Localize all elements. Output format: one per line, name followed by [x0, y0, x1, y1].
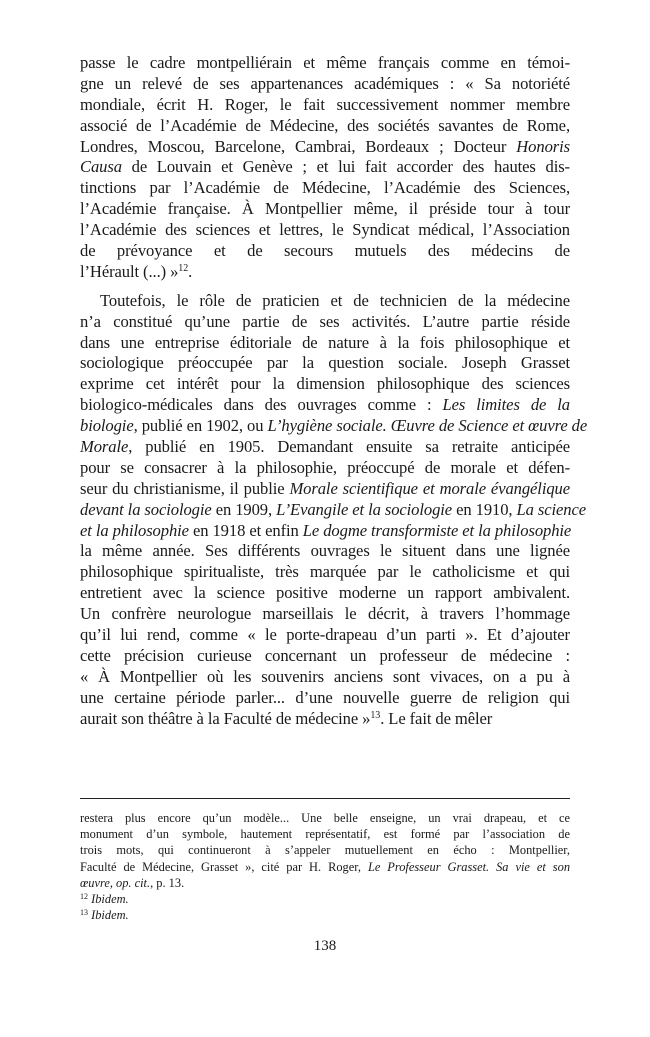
- text-run: la même année. Ses différents ouvrages le situent dans une lignée: [80, 541, 570, 561]
- text-run: monument d’un symbole, hautement représentatif, est formé par l’association de: [80, 827, 570, 842]
- text-run: biologico-médicales dans des ouvrages comme :: [80, 395, 443, 415]
- text-run: mondiale, écrit H. Roger, le fait successivement nommer membre: [80, 94, 570, 114]
- italic-title: Le Professeur Grasset. Sa vie et son: [367, 859, 571, 874]
- text-line: [80, 353, 570, 374]
- italic-title: Le dogme transformiste et la philosophie: [302, 520, 572, 540]
- text-line: [80, 53, 570, 74]
- text-line: [80, 562, 570, 583]
- text-run: dans une entreprise éditoriale de nature à la fois philosophique et: [80, 332, 570, 352]
- text-run: pour se consacrer à la philosophie, préoccupé de morale et défen-: [80, 457, 570, 477]
- text-run: philosophique spiritualiste, très marquée par le catholicisme et qui: [80, 562, 570, 582]
- text-run: associé de l’Académie de Médecine, des sociétés savantes de Rome,: [80, 115, 570, 135]
- italic-title: L’hygiène sociale. Œuvre de Science et œuvre de: [267, 416, 588, 436]
- text-run: tinctions par l’Académie de Médecine, l’Académie des Sciences,: [80, 178, 570, 198]
- text-run: en 1918 et enfin: [188, 520, 303, 540]
- text-run: .: [188, 261, 193, 281]
- text-run: de Louvain et Genève ; et lui fait accorder des hautes dis-: [121, 157, 570, 177]
- text-run: qu’il lui rend, comme « le porte-drapeau d’un parti ». Et d’ajouter: [80, 625, 570, 645]
- text-line: [80, 416, 588, 437]
- text-run: aurait son théâtre à la Faculté de médecine »: [80, 708, 371, 728]
- text-run: n’a constitué qu’une partie de ses activités. L’autre partie réside: [80, 311, 570, 331]
- italic-title: Causa: [80, 157, 122, 177]
- footnotes: [80, 810, 570, 923]
- text-run: en 1909,: [211, 499, 277, 519]
- text-line: [80, 499, 587, 521]
- paragraph: [80, 53, 570, 283]
- footnote-reference: 12: [178, 262, 189, 274]
- footnote-reference: 13: [370, 709, 381, 721]
- text-run: une certaine période parler... d’une nouvelle guerre de religion qui: [80, 687, 570, 707]
- text-line: [80, 333, 570, 354]
- text-run: Londres, Moscou, Barcelone, Cambrai, Bordeaux ; Docteur: [80, 136, 517, 156]
- italic-title: L’Evangile et la sociologie: [276, 499, 453, 519]
- italic-title: La science: [516, 499, 587, 519]
- text-run: , publié en 1905. Demandant ensuite sa retraite anticipée: [128, 437, 570, 457]
- paragraph: [80, 290, 588, 730]
- text-run: l’Académie des sciences et lettres, le Syndicat médical, l’Association: [80, 220, 570, 240]
- text-line: [80, 458, 570, 479]
- text-run: de prévoyance et de secours mutuels des médecins de: [80, 241, 570, 261]
- text-run: « À Montpellier où les souvenirs anciens sont vivaces, on a pu à: [80, 666, 570, 686]
- footnote-line: [80, 907, 570, 923]
- text-run: restera plus encore qu’un modèle... Une belle enseigne, un vrai drapeau, et ce: [80, 811, 570, 825]
- text-line: [80, 625, 570, 646]
- text-line: [80, 604, 570, 625]
- footnote-line: [80, 859, 570, 875]
- text-line: [80, 116, 570, 137]
- text-line: [80, 583, 570, 604]
- italic-title: Morale: [80, 437, 129, 457]
- italic-title: Les limites de la: [442, 395, 570, 415]
- text-line: [80, 688, 570, 709]
- text-run: exprime cet intérêt pour la dimension philosophique des sciences: [80, 374, 570, 394]
- footnote-line: [80, 826, 570, 842]
- page-number: 138: [313, 938, 337, 954]
- footnote-line: [80, 810, 570, 826]
- text-line: [80, 479, 570, 500]
- text-run: Toutefois, le rôle de praticien et de technicien de la médecine: [100, 290, 570, 310]
- text-line: [80, 178, 570, 199]
- text-line: [80, 312, 570, 333]
- italic-title: et la philosophie: [80, 520, 189, 540]
- text-run: Faculté de Médecine, Grasset », cité par H. Roger,: [80, 859, 368, 874]
- text-run: cette précision curieuse concernant un professeur de médecine :: [80, 645, 570, 665]
- text-line: [80, 74, 570, 95]
- italic-title: Honoris: [516, 136, 570, 156]
- text-run: passe le cadre montpelliérain et même français comme en témoi-: [80, 53, 570, 72]
- text-line: [80, 541, 570, 562]
- text-line: [80, 374, 570, 395]
- text-line: [80, 667, 570, 688]
- text-run: entretient avec la science positive moderne un rapport ambivalent.: [80, 583, 570, 603]
- text-run: , publié en 1902, ou: [133, 416, 268, 436]
- text-line: [80, 521, 570, 542]
- text-line: [80, 395, 570, 416]
- text-line: [80, 262, 570, 283]
- text-line: [80, 291, 570, 312]
- italic-title: Morale scientifique et morale évangélique: [289, 478, 570, 498]
- text-run: l’Académie française. À Montpellier même, il préside tour à tour: [80, 199, 570, 219]
- text-line: [80, 437, 570, 458]
- text-run: l’Hérault (...) »: [80, 261, 179, 281]
- text-run: Un confrère neurologue marseillais le décrit, à travers l’hommage: [80, 604, 570, 624]
- text-line: [80, 220, 570, 241]
- footnote-line: [80, 891, 570, 907]
- text-line: [80, 95, 570, 116]
- text-line: [80, 709, 570, 730]
- footnote-line: [80, 842, 570, 858]
- italic-title: devant la sociologie: [80, 499, 212, 519]
- footnote-reference: 12: [80, 891, 88, 901]
- body-text: [80, 53, 588, 730]
- text-run: trois mots, qui continueront à s’appeler mutuellement en écho : Montpellier,: [80, 843, 570, 858]
- footnote-separator: [80, 798, 570, 799]
- text-run: sociologique préoccupée par la question sociale. Joseph Grasset: [80, 353, 570, 373]
- text-line: [80, 241, 570, 262]
- text-run: seur du christianisme, il publie: [80, 478, 290, 498]
- text-line: [80, 199, 570, 220]
- italic-title: œuvre, op. cit.: [80, 875, 151, 890]
- footnote-line: [80, 875, 570, 891]
- text-line: [80, 157, 570, 178]
- italic-title: Ibidem.: [91, 908, 129, 923]
- text-line: [80, 137, 570, 158]
- text-run: , p. 13.: [150, 875, 185, 890]
- footnote-reference: 13: [80, 908, 88, 918]
- text-run: en 1910,: [452, 499, 517, 519]
- italic-title: Ibidem.: [91, 891, 129, 906]
- italic-title: biologie: [80, 416, 134, 436]
- text-run: gne un relevé de ses appartenances académiques : « Sa notoriété: [80, 73, 570, 93]
- text-line: [80, 646, 570, 667]
- text-run: . Le fait de mêler: [380, 708, 493, 728]
